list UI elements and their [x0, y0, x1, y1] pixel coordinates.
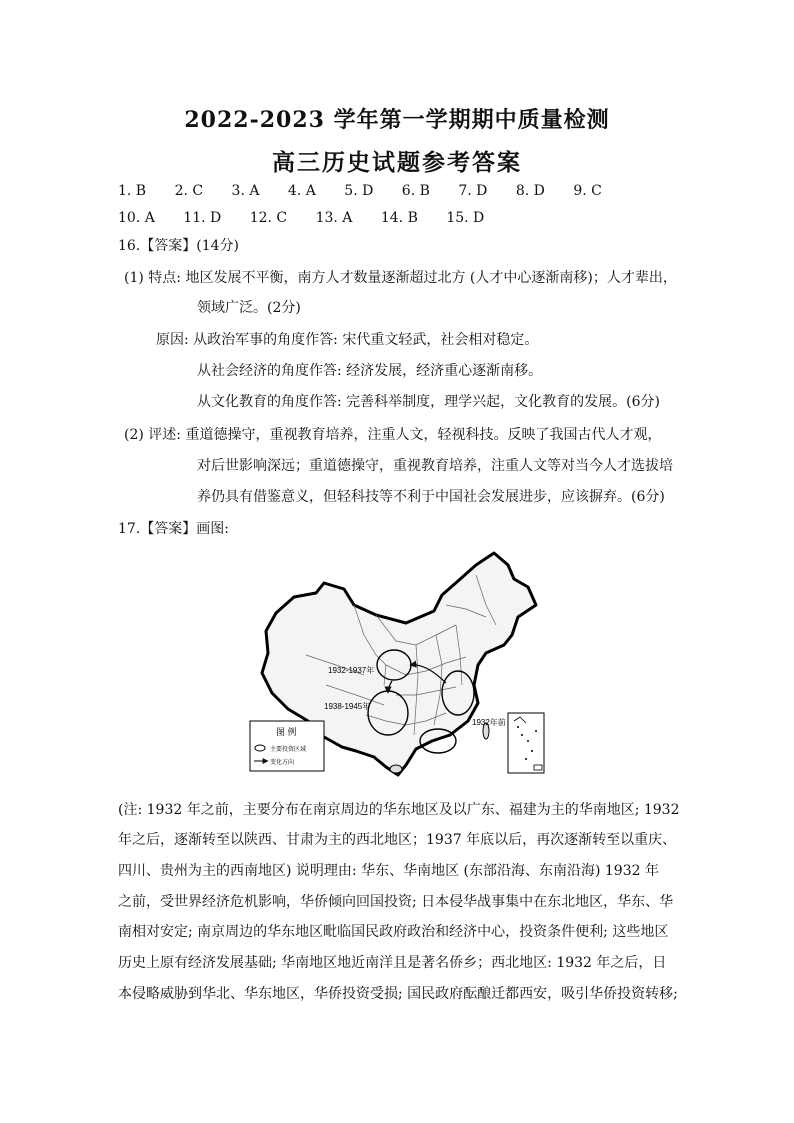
- legend-arrow-label: 变化方向: [270, 760, 295, 766]
- legend-area-label: 主要投资区域: [270, 747, 307, 753]
- map-label-1932-1937: 1932-1937年: [328, 666, 375, 675]
- mc-answer: 9. C: [573, 183, 602, 199]
- q17-note-line: 南相对安定; 南京周边的华东地区毗临国民政府政治和经济中心，投资条件便利; 这些地区: [118, 924, 669, 940]
- q16-part2-line3: 养仍具有借鉴意义，但轻科技等不利于中国社会发展进步，应该摒弃。(6分): [197, 489, 665, 505]
- q16-part2-line2: 对后世影响深远；重道德操守，重视教育培养，注重人文等对当今人才选拔培: [197, 458, 673, 474]
- mc-answer: 4. A: [287, 183, 316, 199]
- map-label-1938-1945: 1938-1945年: [324, 702, 371, 711]
- q16-part1-line1: (1) 特点: 地区发展不平衡，南方人才数量逐渐超过北方 (人才中心逐渐南移)；人才辈出，: [124, 270, 677, 286]
- south-china-sea-inset: [508, 713, 544, 773]
- q17-note-line: 之前，受世界经济危机影响，华侨倾向回国投资; 日本侵华战事集中在东北地区，华东、华: [118, 894, 674, 910]
- q17-note-line: 历史上原有经济发展基础; 华南地区地近南洋且是著名侨乡；西北地区: 1932 年之后，日: [118, 955, 667, 971]
- q17-heading: 17.【答案】画图:: [118, 521, 229, 537]
- mc-answers-row-2: [118, 208, 508, 228]
- q16-reason-political: 原因: 从政治军事的角度作答: 宋代重文轻武，社会相对稳定。: [156, 332, 539, 348]
- map-label-before-1932: 1932年前: [472, 718, 506, 727]
- mc-answer: 8. D: [515, 183, 545, 199]
- q16-reason-economic: 从社会经济的角度作答: 经济发展，经济重心逐渐南移。: [197, 363, 543, 379]
- q16-part2-line1: (2) 评述: 重道德操守，重视教育培养，注重人文，轻视科技。反映了我国古代人才观，: [124, 427, 662, 443]
- mc-answer: 12. C: [249, 210, 288, 226]
- mc-answer: 11. D: [183, 210, 222, 226]
- q16-reason-cultural: 从文化教育的角度作答: 完善科举制度，理学兴起，文化教育的发展。(6分): [197, 394, 660, 410]
- q17-note-line: (注: 1932 年之前，主要分布在南京周边的华东地区及以广东、福建为主的华南地区; 1932: [118, 802, 680, 818]
- mc-answer: 5. D: [344, 183, 374, 199]
- mc-answer: 14. B: [380, 210, 418, 226]
- mc-answer: 1. B: [118, 183, 147, 199]
- mc-answer: 7. D: [458, 183, 488, 199]
- mc-answer: 15. D: [446, 210, 485, 226]
- q16-part1-line2: 领域广泛。(2分): [197, 300, 301, 316]
- mc-answer: 2. C: [174, 183, 204, 199]
- q17-note-line: 四川、贵州为主的西南地区) 说明理由: 华东、华南地区 (东部沿海、东南沿海) 1932 年: [118, 863, 659, 879]
- q17-note-line: 年之后，逐渐转至以陕西、甘肃为主的西北地区；1937 年底以后，再次逐渐转至以重庆、: [118, 832, 677, 848]
- hainan-island: [390, 765, 402, 773]
- mc-answers-row-1: [118, 181, 626, 201]
- legend-title: 图 例: [276, 727, 297, 737]
- q17-note-line: 本侵略威胁到华北、华东地区，华侨投资受损; 国民政府酝酿迁都西安，吸引华侨投资转移;: [118, 986, 678, 1002]
- mc-answer: 6. B: [401, 183, 430, 199]
- page-subtitle: 高三历史试题参考答案: [272, 149, 522, 176]
- mc-answer: 13. A: [315, 210, 353, 226]
- page-title: 2022-2023 学年第一学期期中质量检测: [184, 107, 610, 133]
- china-map-figure: [246, 545, 566, 785]
- mc-answer: 10. A: [118, 210, 155, 226]
- q16-heading: 16.【答案】(14分): [118, 238, 240, 254]
- mc-answer: 3. A: [231, 183, 260, 199]
